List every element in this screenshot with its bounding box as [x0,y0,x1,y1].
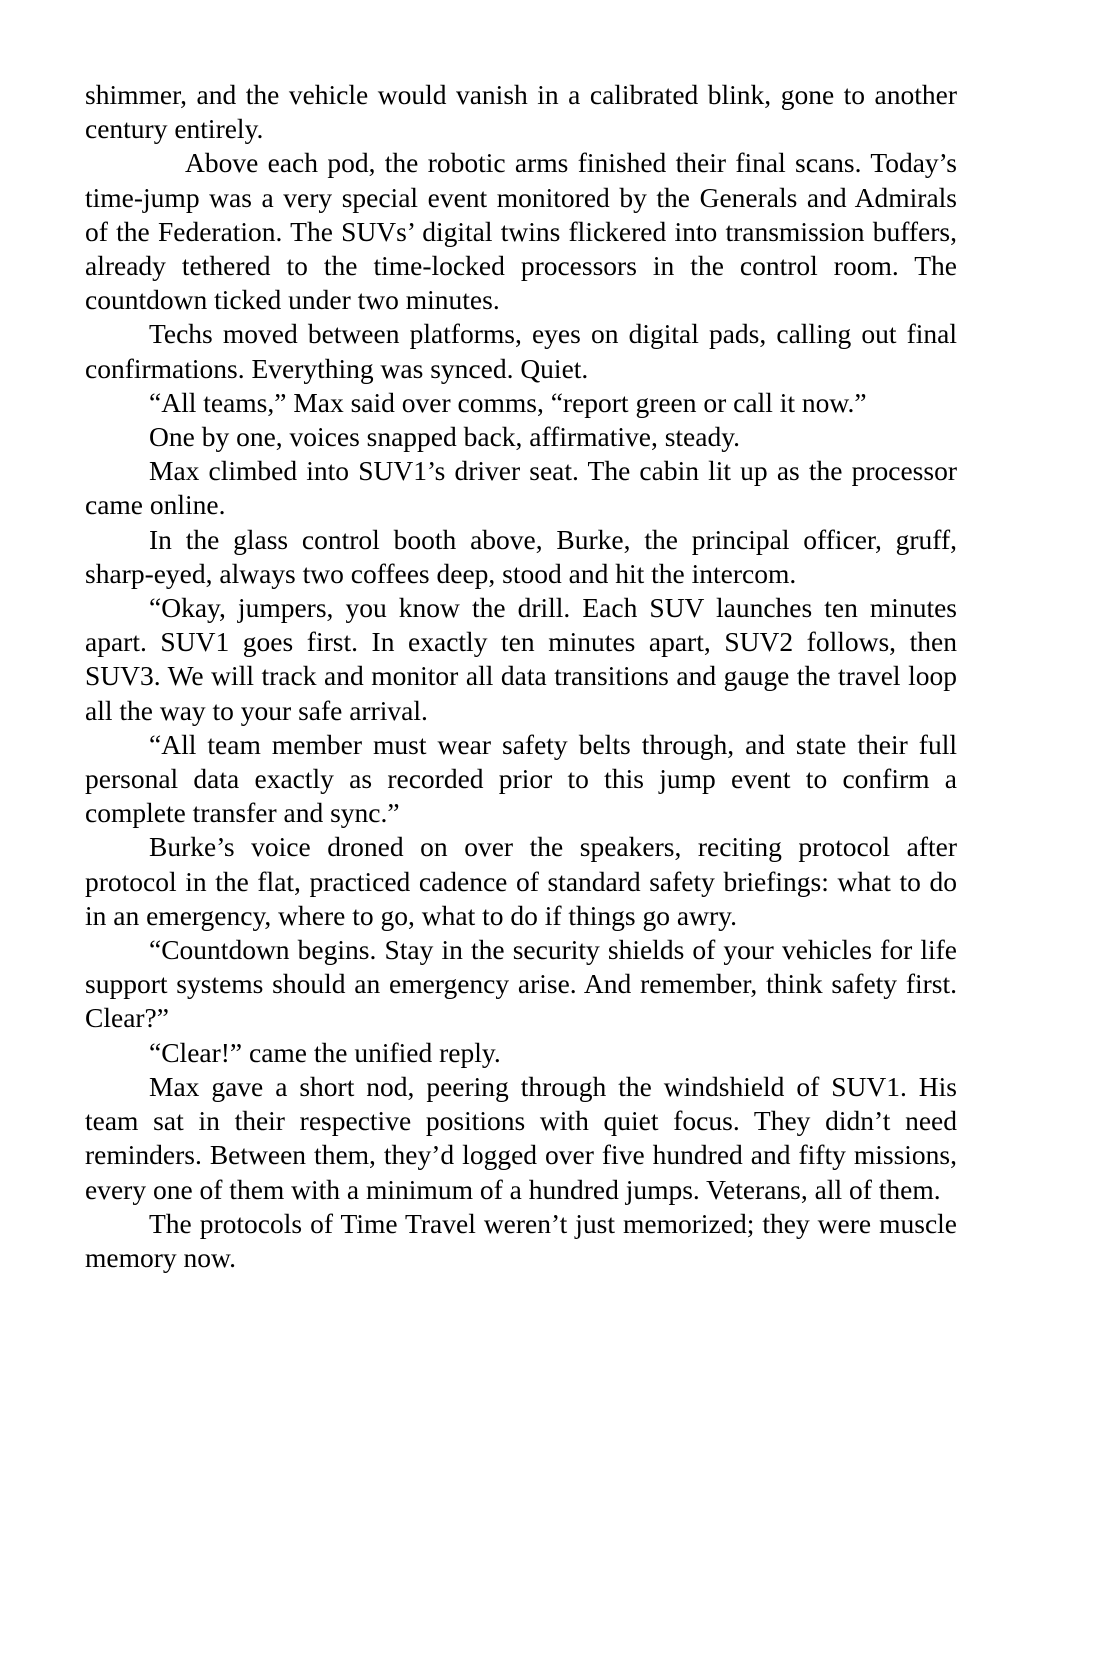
paragraph: “All team member must wear safety belts through, and state their full personal data exactly as recorded prior to this jump event to confirm a complete transfer and sync.” [85,728,957,829]
paragraph: “Countdown begins. Stay in the security shields of your vehicles for life support systems should an emergency arise. And remember, think safety first. Clear?” [85,934,957,1034]
paragraph: In the glass control booth above, Burke, the principal officer, gruff, sharp-eyed, always two coffees deep, stood and hit the intercom. [85,523,957,589]
paragraph: Above each pod, the robotic arms finished their final scans. Today’s time-jump was a very special event monitored by the Generals and Admirals of the Federation. The SUVs’ digital twins flickered into transmission buffers, already tethered to the time-locked processors in the control room. The countdown ticked under two minutes. [85,147,957,316]
paragraph: Burke’s voice droned on over the speakers, reciting protocol after protocol in the flat, practiced cadence of standard safety briefings: what to do in an emergency, where to go, what to do if things go awry. [85,831,957,931]
paragraph: One by one, voices snapped back, affirmative, steady. [149,421,741,453]
paragraph: “Clear!” came the unified reply. [149,1036,501,1068]
paragraph: Max gave a short nod, peering through the windshield of SUV1. His team sat in their respective positions with quiet focus. They didn’t need reminders. Between them, they’d logged over five hundred and fifty missions, every one of them with a minimum of a hundred jumps. Veterans, all of them. [85,1070,957,1205]
body-text-column [85,78,957,1275]
paragraph: Max climbed into SUV1’s driver seat. The cabin lit up as the processor came online. [85,455,957,521]
paragraph: shimmer, and the vehicle would vanish in a calibrated blink, gone to another century entirely. [85,79,957,145]
paragraph: Techs moved between platforms, eyes on digital pads, calling out final confirmations. Everything was synced. Quiet. [85,318,957,384]
paragraph: The protocols of Time Travel weren’t just memorized; they were muscle memory now. [85,1207,957,1273]
paragraph: “All teams,” Max said over comms, “report green or call it now.” [149,386,867,418]
paragraph: “Okay, jumpers, you know the drill. Each SUV launches ten minutes apart. SUV1 goes first. In exactly ten minutes apart, SUV2 follows, then SUV3. We will track and monitor all data transitions and gauge the travel loop all the way to your safe arrival. [85,592,957,726]
